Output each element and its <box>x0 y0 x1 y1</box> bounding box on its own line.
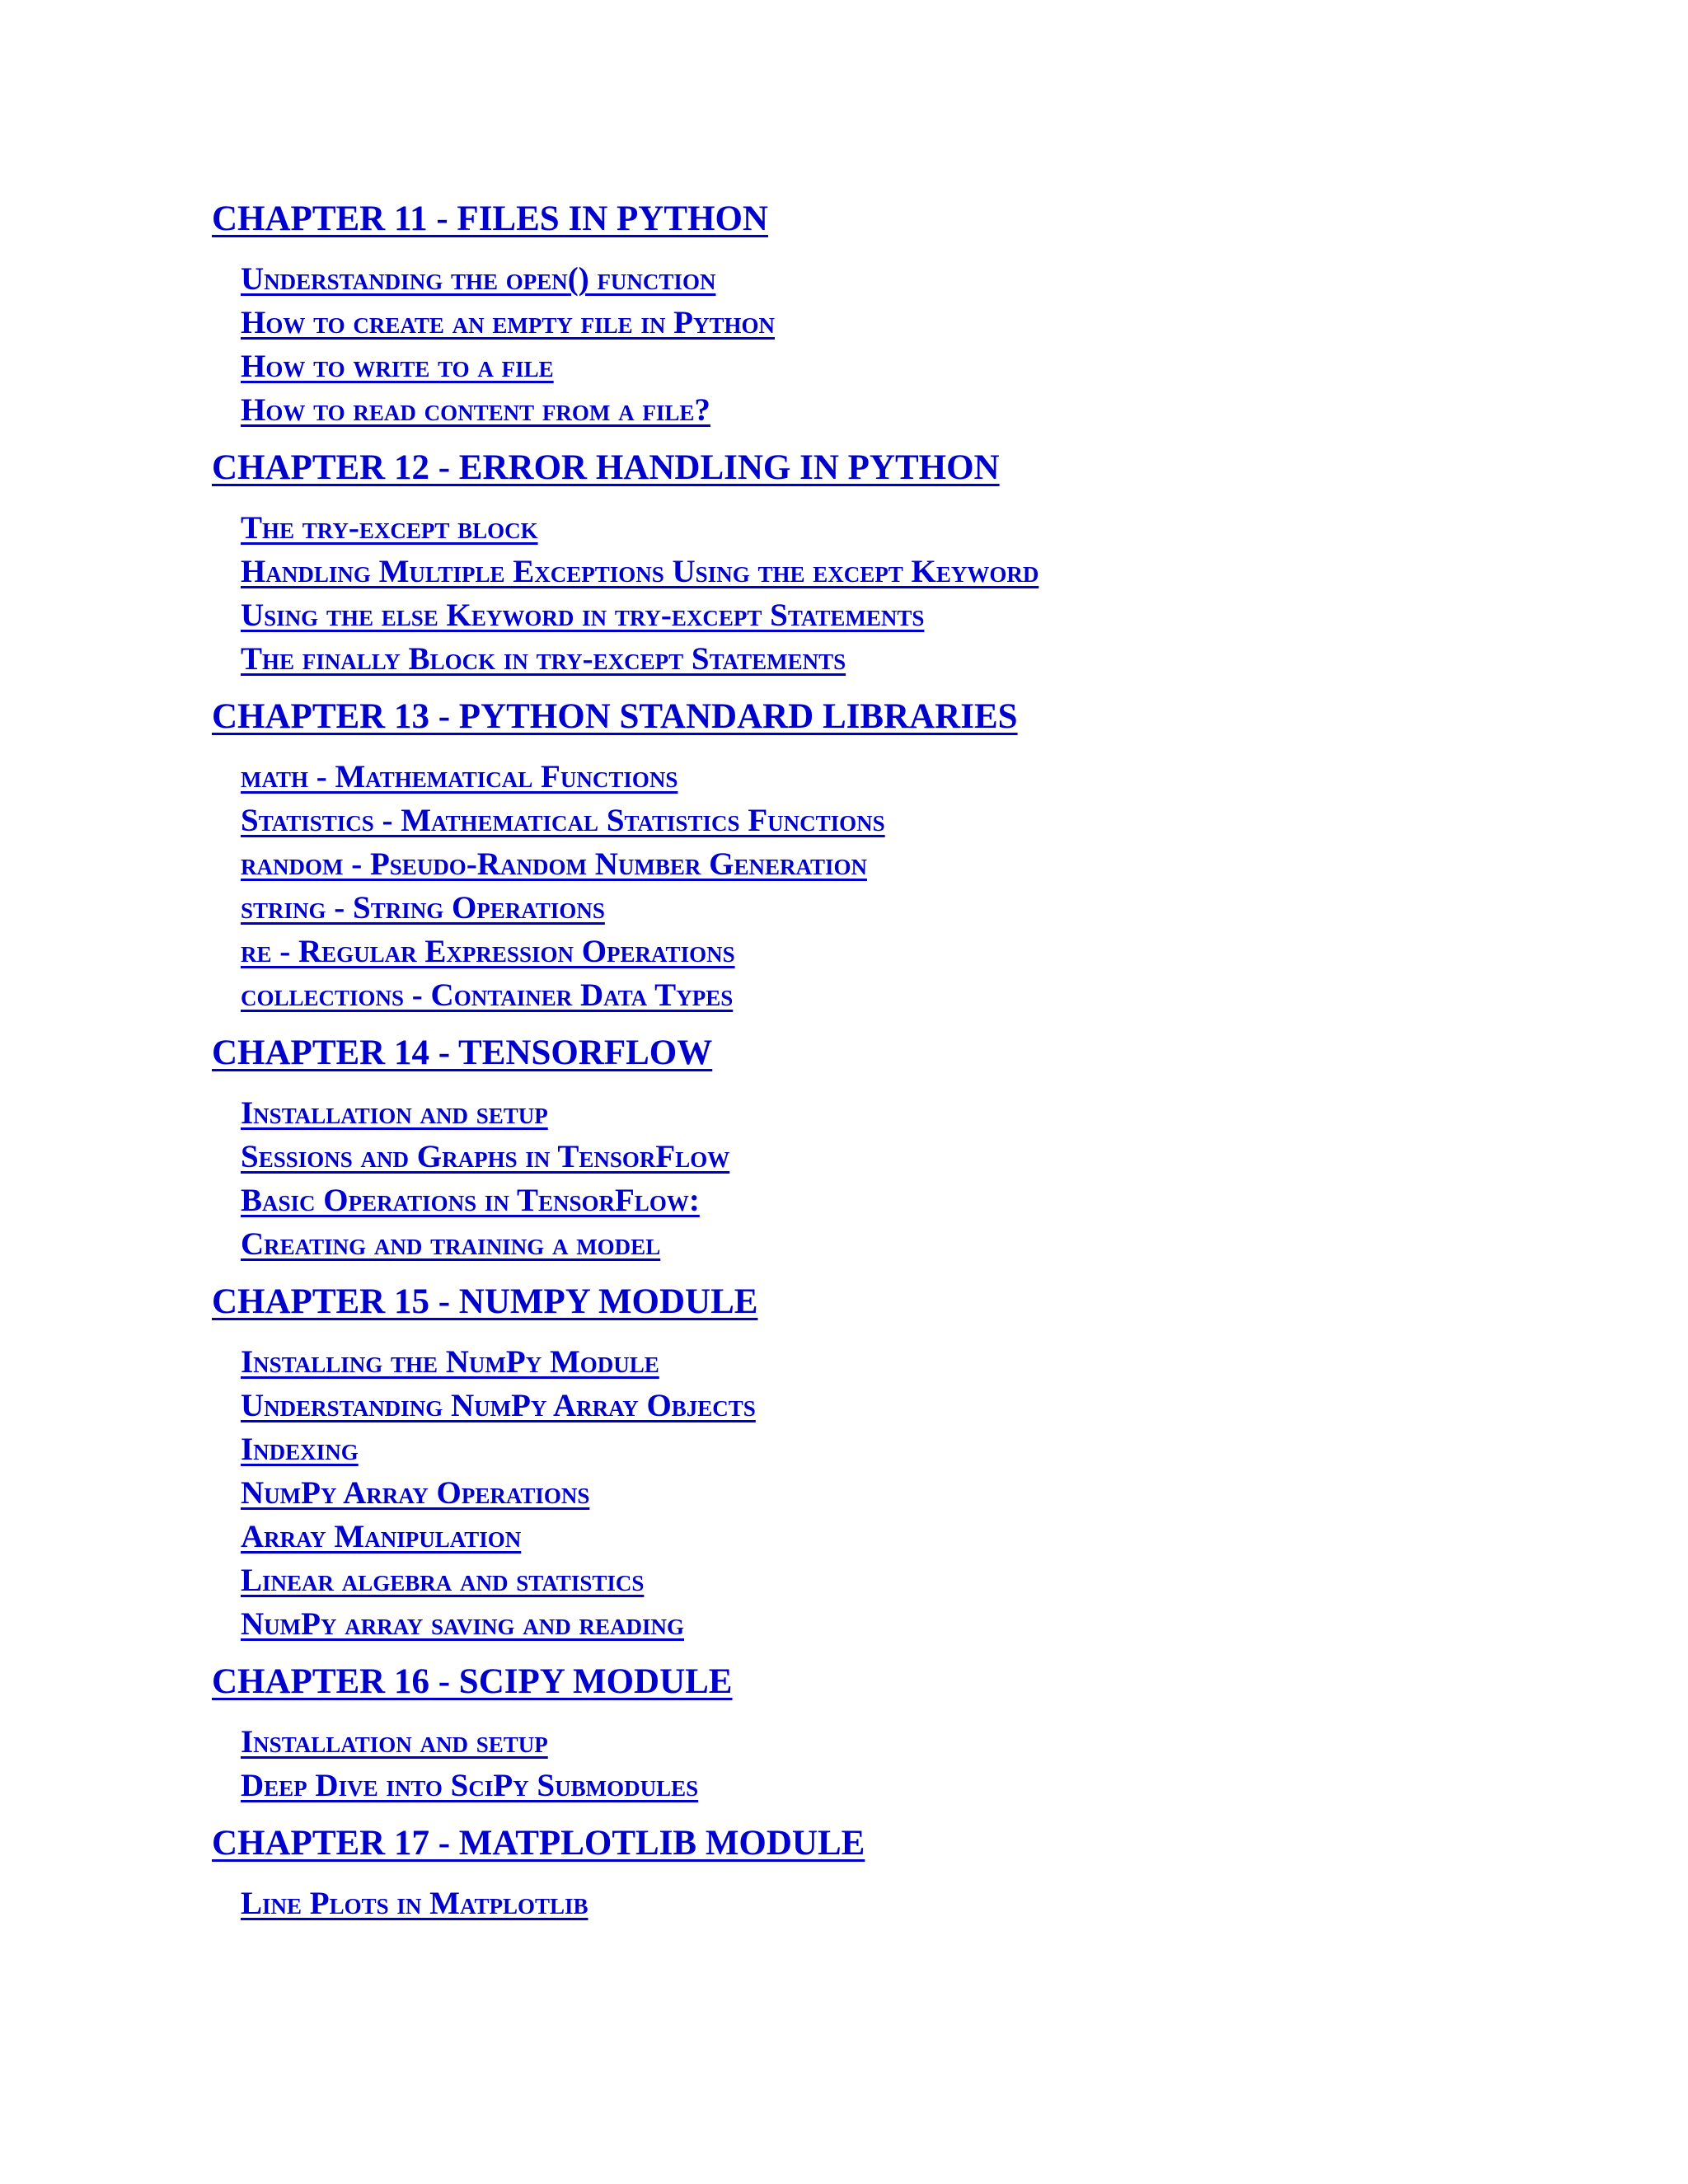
section-link[interactable]: Sessions and Graphs in TensorFlow <box>241 1139 730 1174</box>
chapter-13 <box>212 694 1613 1030</box>
section-link[interactable]: Installing the NumPy Module <box>241 1344 659 1380</box>
section-link[interactable]: Indexing <box>241 1432 359 1467</box>
chapter-17-link[interactable]: CHAPTER 17 - MATPLOTLIB MODULE <box>212 1824 865 1863</box>
section-link[interactable]: How to create an empty file in Python <box>241 305 775 340</box>
section-link[interactable]: How to read content from a file? <box>241 392 710 428</box>
section-link[interactable]: Line Plots in Matplotlib <box>241 1886 588 1921</box>
section-link[interactable]: The try-except block <box>241 510 538 546</box>
chapter-16-link[interactable]: CHAPTER 16 - SCIPY MODULE <box>212 1662 733 1701</box>
chapter-17-sections <box>212 1882 1613 1925</box>
chapter-12-sections <box>212 506 1613 681</box>
section-link[interactable]: Understanding NumPy Array Objects <box>241 1388 756 1423</box>
section-link[interactable]: Handling Multiple Exceptions Using the except Keyword <box>241 554 1039 589</box>
section-link[interactable]: Installation and setup <box>241 1724 548 1760</box>
section-link[interactable]: Statistics - Mathematical Statistics Functions <box>241 803 885 838</box>
section-link[interactable]: NumPy array saving and reading <box>241 1606 685 1642</box>
section-link[interactable]: Understanding the open() function <box>241 261 716 297</box>
section-link[interactable]: Using the else Keyword in try-except Statements <box>241 598 925 633</box>
chapter-11-sections <box>212 257 1613 432</box>
chapter-16-sections <box>212 1720 1613 1807</box>
chapter-15-link[interactable]: CHAPTER 15 - NUMPY MODULE <box>212 1282 758 1321</box>
chapter-16 <box>212 1659 1613 1821</box>
chapter-15 <box>212 1279 1613 1659</box>
section-link[interactable]: The finally Block in try-except Statements <box>241 641 846 677</box>
chapter-12 <box>212 445 1613 694</box>
section-link[interactable]: collections - Container Data Types <box>241 977 734 1013</box>
section-link[interactable]: Array Manipulation <box>241 1519 522 1554</box>
chapter-12-link[interactable]: CHAPTER 12 - ERROR HANDLING IN PYTHON <box>212 448 1000 487</box>
section-link[interactable]: How to write to a file <box>241 349 554 384</box>
chapter-14-link[interactable]: CHAPTER 14 - TENSORFLOW <box>212 1033 713 1072</box>
section-link[interactable]: Linear algebra and statistics <box>241 1563 645 1598</box>
chapter-14-sections <box>212 1091 1613 1266</box>
section-link[interactable]: Creating and training a model <box>241 1226 661 1262</box>
section-link[interactable]: Basic Operations in TensorFlow: <box>241 1183 700 1218</box>
table-of-contents <box>212 196 1613 1925</box>
section-link[interactable]: math - Mathematical Functions <box>241 759 678 794</box>
chapter-11 <box>212 196 1613 445</box>
section-link[interactable]: re - Regular Expression Operations <box>241 934 735 969</box>
chapter-14 <box>212 1030 1613 1279</box>
chapter-13-link[interactable]: CHAPTER 13 - PYTHON STANDARD LIBRARIES <box>212 697 1018 736</box>
chapter-17 <box>212 1821 1613 1925</box>
section-link[interactable]: Deep Dive into SciPy Submodules <box>241 1768 699 1803</box>
section-link[interactable]: NumPy Array Operations <box>241 1475 590 1511</box>
section-link[interactable]: string - String Operations <box>241 890 605 926</box>
section-link[interactable]: Installation and setup <box>241 1095 548 1131</box>
section-link[interactable]: random - Pseudo-Random Number Generation <box>241 846 867 882</box>
chapter-13-sections <box>212 755 1613 1017</box>
chapter-11-link[interactable]: CHAPTER 11 - FILES IN PYTHON <box>212 199 768 238</box>
chapter-15-sections <box>212 1340 1613 1646</box>
